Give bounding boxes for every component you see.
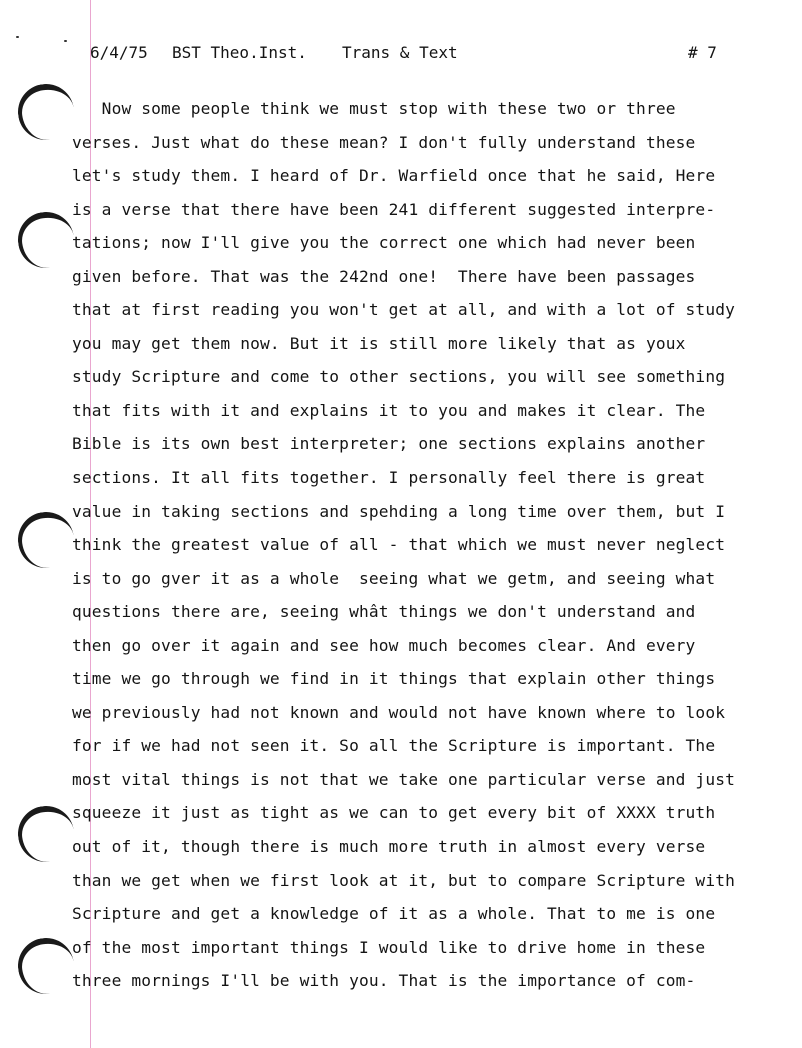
text-line: sections. It all fits together. I personally feel there is great bbox=[72, 468, 706, 488]
text-line: you may get them now. But it is still more likely that as youx bbox=[72, 333, 686, 353]
text-line: given before. That was the 242nd one! There have been passages bbox=[72, 266, 696, 286]
header-course: BST Theo.Inst. bbox=[172, 43, 307, 62]
page-header bbox=[90, 42, 730, 64]
text-line: than we get when we first look at it, but to compare Scripture with bbox=[72, 870, 736, 890]
speck-mark bbox=[64, 40, 67, 42]
text-line: squeeze it just as tight as we can to get every bit of XXXX truth bbox=[72, 803, 716, 823]
text-line: of the most important things I would like to drive home in these bbox=[72, 937, 706, 957]
text-line: that fits with it and explains it to you and makes it clear. The bbox=[72, 400, 706, 420]
text-line: we previously had not known and would not have known where to look bbox=[72, 702, 726, 722]
text-line: questions there are, seeing whât things we don't understand and bbox=[72, 602, 696, 622]
binder-hole-shadow bbox=[14, 508, 77, 571]
text-line: that at first reading you won't get at all, and with a lot of study bbox=[72, 300, 736, 320]
binder-hole-shadow bbox=[14, 802, 77, 865]
text-line: think the greatest value of all - that which we must never neglect bbox=[72, 535, 726, 555]
header-title: Trans & Text bbox=[342, 43, 458, 62]
header-page-number: # 7 bbox=[688, 43, 717, 62]
text-line: tations; now I'll give you the correct one which had never been bbox=[72, 233, 696, 253]
text-line: let's study them. I heard of Dr. Warfield once that he said, Here bbox=[72, 166, 716, 186]
header-date: 6/4/75 bbox=[90, 43, 148, 62]
binder-hole-shadow bbox=[14, 208, 77, 271]
binder-hole-shadow bbox=[14, 80, 77, 143]
text-line: is a verse that there have been 241 different suggested interpre- bbox=[72, 199, 716, 219]
text-line: then go over it again and see how much becomes clear. And every bbox=[72, 635, 696, 655]
text-line: Bible is its own best interpreter; one sections explains another bbox=[72, 434, 706, 454]
text-line: Now some people think we must stop with these two or three bbox=[72, 99, 676, 118]
text-line: study Scripture and come to other sections, you will see something bbox=[72, 367, 726, 387]
binder-hole-shadow bbox=[14, 934, 77, 997]
text-line: time we go through we find in it things that explain other things bbox=[72, 669, 716, 689]
text-line: Scripture and get a knowledge of it as a whole. That to me is one bbox=[72, 904, 716, 924]
text-line: for if we had not seen it. So all the Scripture is important. The bbox=[72, 736, 716, 756]
text-line: most vital things is not that we take one particular verse and just bbox=[72, 769, 736, 789]
transcript-body bbox=[72, 92, 762, 998]
text-line: three mornings I'll be with you. That is the importance of com- bbox=[72, 971, 696, 991]
text-line: value in taking sections and spehding a long time over them, but I bbox=[72, 501, 726, 521]
text-line: is to go gver it as a whole seeing what we getm, and seeing what bbox=[72, 568, 716, 588]
text-line: verses. Just what do these mean? I don't fully understand these bbox=[72, 132, 696, 152]
speck-mark bbox=[16, 36, 19, 38]
text-line: out of it, though there is much more truth in almost every verse bbox=[72, 837, 706, 857]
